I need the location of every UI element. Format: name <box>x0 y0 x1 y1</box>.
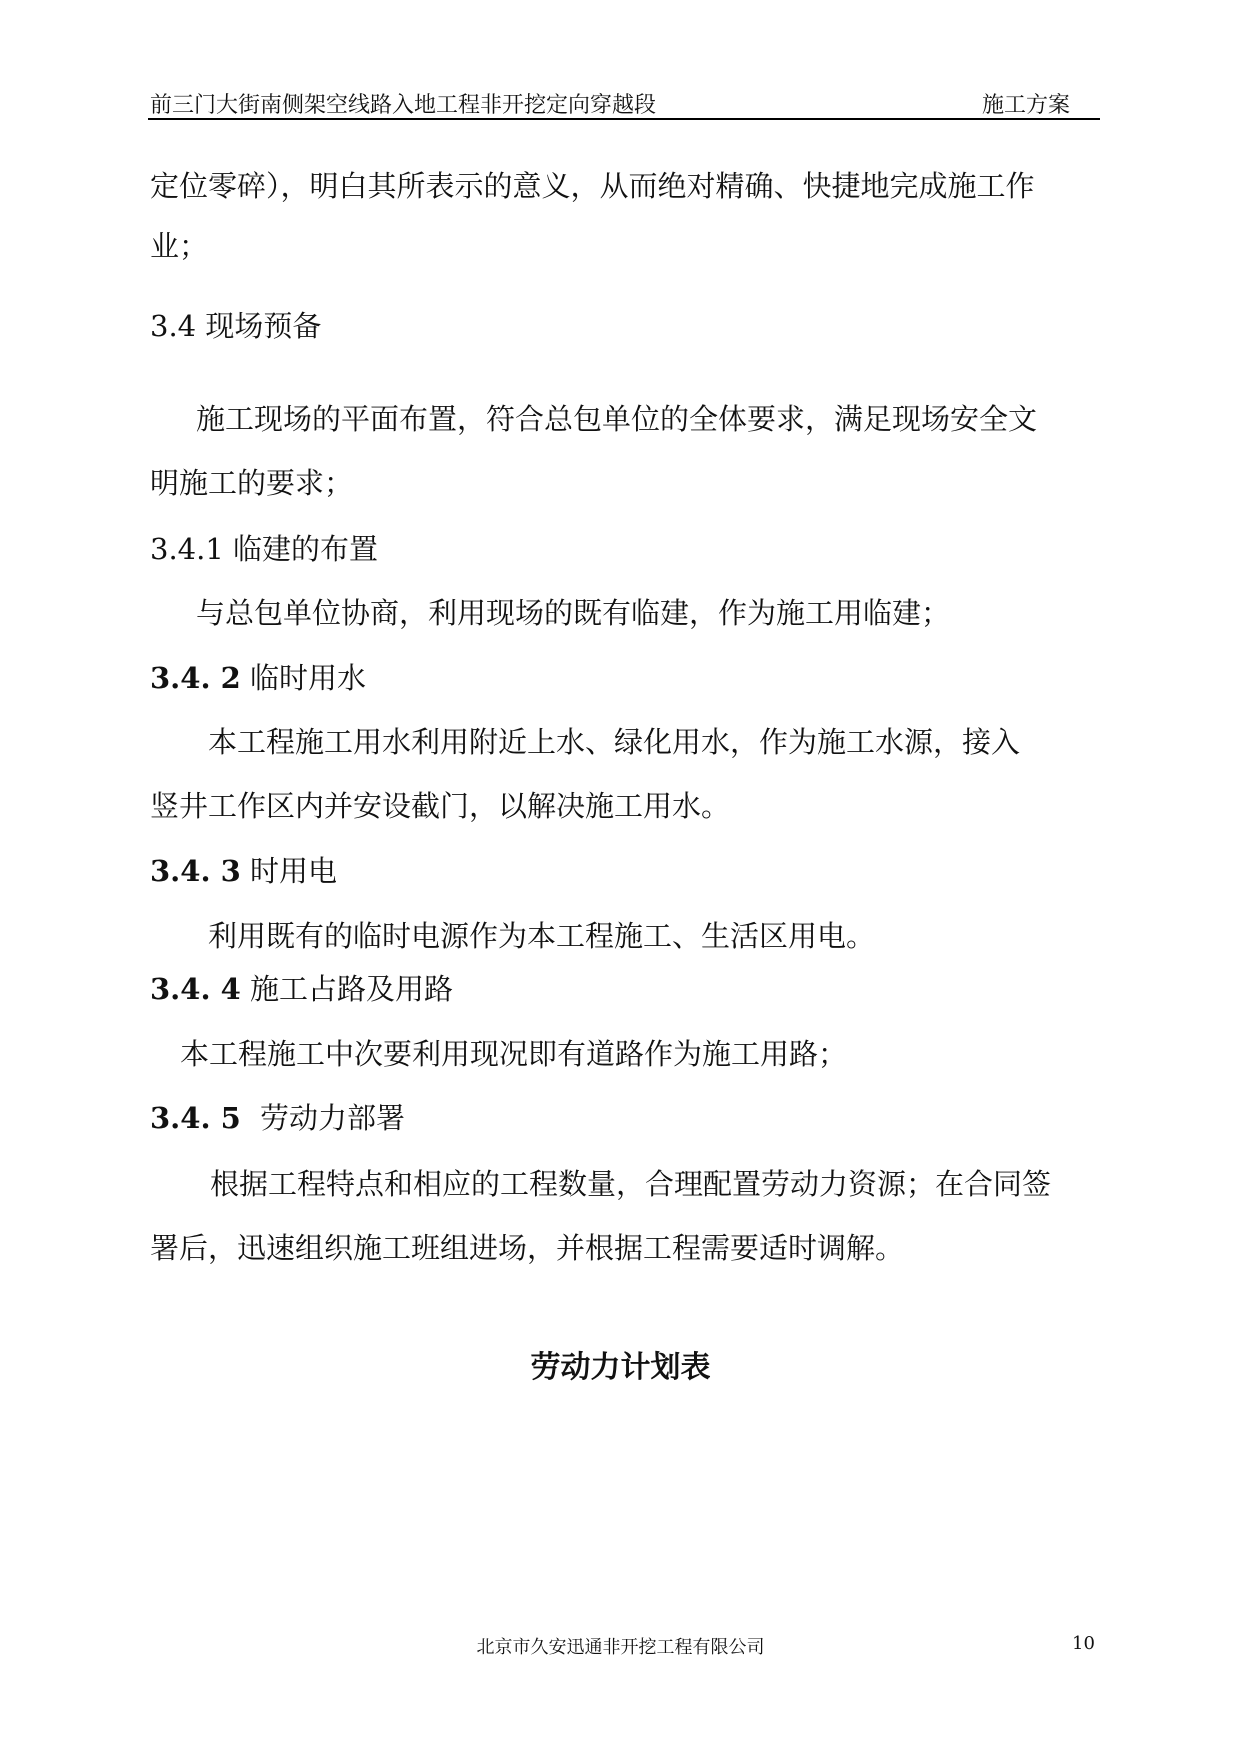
paragraph-line: 根据工程特点和相应的工程数量，合理配置劳动力资源；在合同签 <box>210 1167 1052 1201</box>
section-number: 3.4. 4 <box>150 972 241 1006</box>
section-title: 时用电 <box>250 854 338 888</box>
table-title: 劳动力计划表 <box>530 1350 711 1385</box>
page-number: 10 <box>1072 1633 1095 1654</box>
paragraph-line: 竖井工作区内并安设截门，以解决施工用水。 <box>150 789 731 823</box>
paragraph-line: 本工程施工中次要利用现况即有道路作为施工用路； <box>180 1037 848 1071</box>
section-heading-3-4-3 <box>150 854 338 888</box>
header-title: 前三门大街南侧架空线路入地工程非开挖定向穿越段 <box>150 93 657 118</box>
paragraph-line: 利用既有的临时电源作为本工程施工、生活区用电。 <box>208 919 876 953</box>
paragraph-line: 与总包单位协商，利用现场的既有临建，作为施工用临建； <box>196 596 951 630</box>
paragraph-line: 署后，迅速组织施工班组进场，并根据工程需要适时调解。 <box>150 1231 905 1265</box>
paragraph-line: 业； <box>150 229 209 263</box>
paragraph-line: 施工现场的平面布置，符合总包单位的全体要求，满足现场安全文 <box>196 402 1038 436</box>
section-heading-3-4: 3.4 现场预备 <box>150 309 322 343</box>
footer-company: 北京市久安迅通非开挖工程有限公司 <box>476 1637 765 1658</box>
section-number: 3.4. 3 <box>150 854 241 888</box>
section-title: 劳动力部署 <box>260 1101 406 1135</box>
section-heading-3-4-4 <box>150 972 454 1006</box>
paragraph-line: 本工程施工用水利用附近上水、绿化用水，作为施工水源，接入 <box>208 725 1021 759</box>
section-title: 临时用水 <box>250 661 367 695</box>
section-heading-3-4-5 <box>150 1101 406 1135</box>
section-number: 3.4. 5 <box>150 1101 241 1135</box>
paragraph-line: 定位零碎），明白其所表示的意义，从而绝对精确、快捷地完成施工作 <box>150 169 1035 203</box>
paragraph-line: 明施工的要求； <box>150 466 354 500</box>
header-doc-type: 施工方案 <box>982 93 1071 118</box>
section-heading-3-4-1: 3.4.1 临建的布置 <box>150 532 379 566</box>
section-number: 3.4. 2 <box>150 661 241 695</box>
header-rule <box>148 118 1100 120</box>
section-title: 施工占路及用路 <box>250 972 454 1006</box>
section-heading-3-4-2 <box>150 661 367 695</box>
